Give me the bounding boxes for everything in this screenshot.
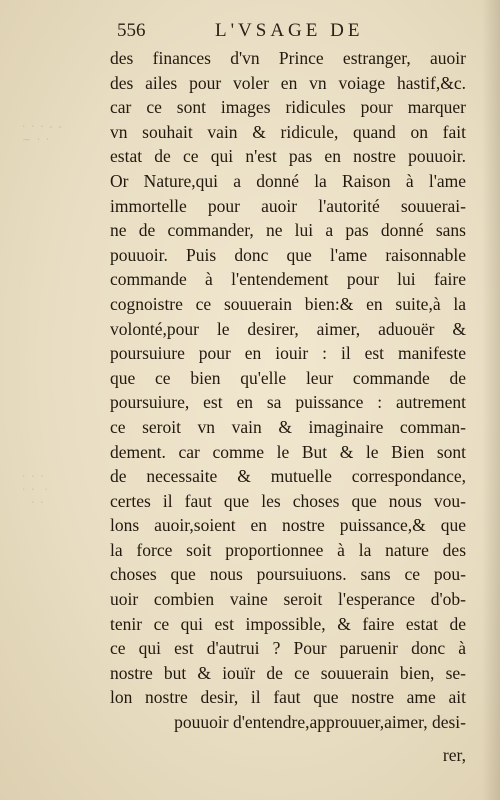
text-line: des finances d'vn Prince estranger, auoir bbox=[110, 48, 466, 68]
text-line: poursuiure pour en iouir : il est manifeste bbox=[110, 343, 466, 364]
text-line: pouuoir d'entendre,approuuer,aimer, desi- bbox=[174, 712, 466, 733]
text-line: vn souhait vain & ridicule, quand on fait bbox=[110, 121, 466, 142]
text-line: commande à l'entendement pour lui faire bbox=[110, 269, 466, 290]
text-line: tenir ce qui est impossible, & faire estat de bbox=[110, 613, 466, 634]
text-line: ce qui est d'autrui ? Pour paruenir donc à bbox=[110, 638, 466, 659]
text-line: lons auoir,soient en nostre puissance,& que bbox=[110, 515, 466, 536]
bleed-through-mark: · · · · · · · · bbox=[22, 470, 49, 509]
text-line: Or Nature,qui a donné la Raison à l'ame bbox=[110, 170, 466, 191]
text-line: la force soit proportionnee à la nature des bbox=[110, 539, 466, 560]
text-line: ce seroit vn vain & imaginaire comman- bbox=[110, 416, 466, 437]
text-line: de necessaite & mutuelle correspondance, bbox=[110, 466, 466, 487]
text-line: cognoistre ce souuerain bien:& en suite,à la bbox=[110, 293, 466, 314]
text-line: dement. car comme le But & le Bien sont bbox=[110, 441, 466, 462]
text-line: ne de commander, ne lui a pas donné sans bbox=[110, 220, 466, 241]
text-line: car ce sont images ridicules pour marquer bbox=[110, 97, 466, 118]
text-line: certes il faut que les choses que nous vou- bbox=[110, 490, 466, 511]
text-line: estat de ce qui n'est pas en nostre pouuoir. bbox=[110, 146, 466, 167]
page-number: 556 bbox=[117, 20, 146, 41]
page-edge-shadow bbox=[482, 0, 500, 800]
text-line: nostre but & iouïr de ce souuerain bien, se- bbox=[110, 662, 466, 683]
bleed-through-mark: · · · - - ~ · · bbox=[22, 120, 63, 146]
catchword: rer, bbox=[442, 745, 466, 765]
body-text bbox=[110, 46, 466, 735]
text-line: choses que nous poursuiuons. sans ce pou- bbox=[110, 564, 466, 585]
text-line: pouuoir. Puis donc que l'ame raisonnable bbox=[110, 244, 466, 265]
text-line: des ailes pour voler en vn voiage hastif,&c. bbox=[110, 72, 466, 93]
text-line: immortelle pour auoir l'autorité souuerai- bbox=[110, 195, 466, 216]
text-line: que ce bien qu'elle leur commande de bbox=[110, 367, 466, 388]
running-head: L'VSAGE DE bbox=[215, 20, 364, 41]
text-line: lon nostre desir, il faut que nostre ame ait bbox=[110, 687, 466, 708]
page-header bbox=[0, 20, 500, 44]
text-line: poursuiure, est en sa puissance : autrement bbox=[110, 392, 466, 413]
text-line: volonté,pour le desirer, aimer, aduouër & bbox=[110, 318, 466, 339]
text-line: uoir combien vaine seroit l'esperance d'ob- bbox=[110, 589, 466, 610]
